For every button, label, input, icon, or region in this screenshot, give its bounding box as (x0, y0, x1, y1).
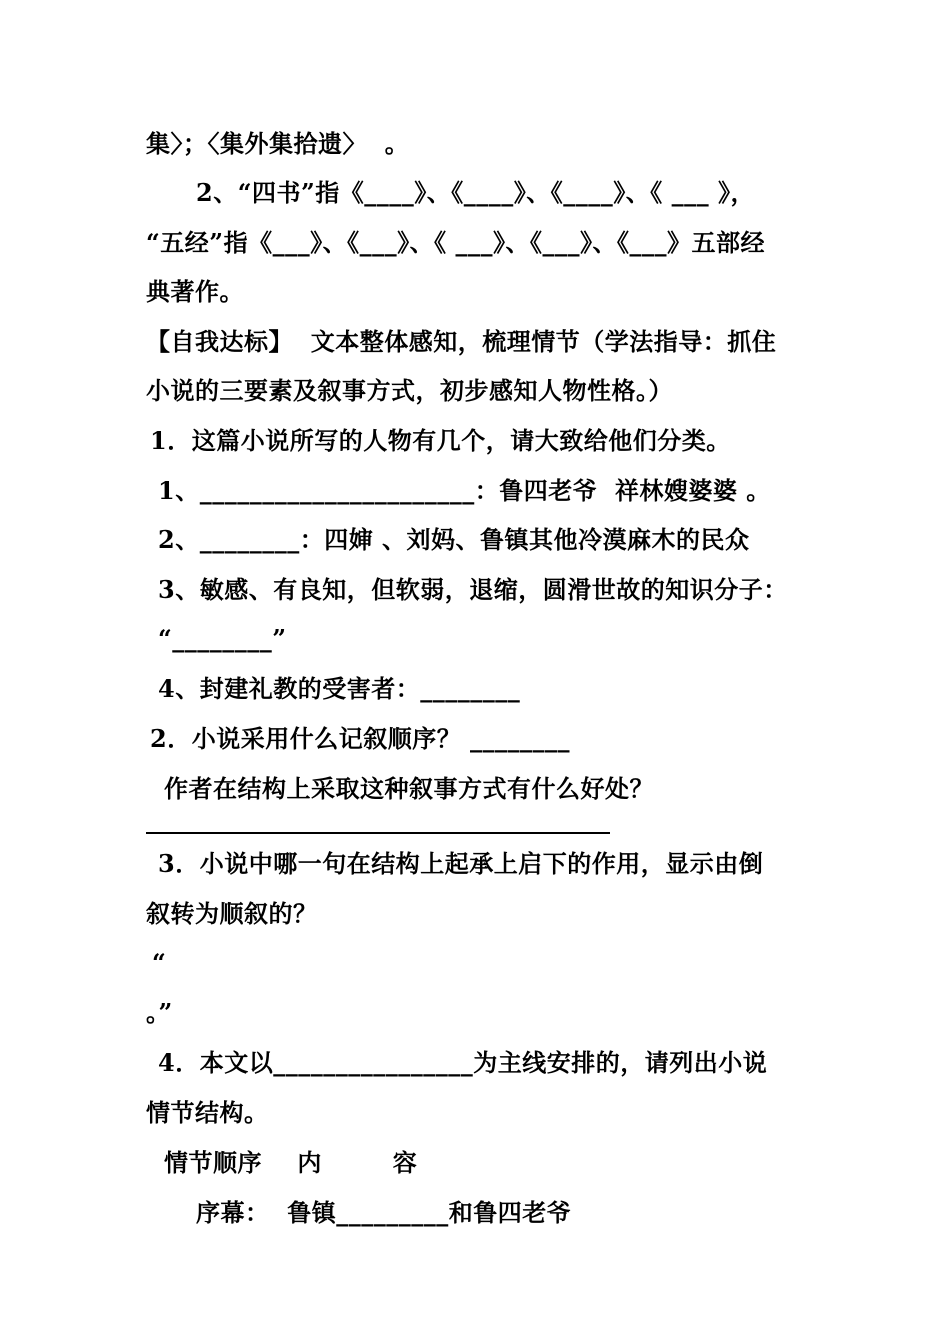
question-1-item-4: 4、封建礼教的受害者：________ (158, 674, 521, 703)
question-1-item-2: 2、________：四婶 、刘妈、鲁镇其他冷漠麻木的民众 (158, 525, 750, 554)
question-4: 4．本文以________________为主线安排的，请列出小说 (158, 1048, 768, 1077)
close-quote: 。” (146, 998, 173, 1027)
text-line-4: 典著作。 (146, 277, 244, 306)
question-1-item-3-blank: “________” (158, 624, 287, 653)
text-line-20: 情节结构。 (146, 1098, 269, 1127)
plot-table-row-prologue: 序幕： 鲁镇_________和鲁四老爷 (196, 1198, 572, 1227)
question-1-item-3: 3、敏感、有良知，但软弱，退缩，圆滑世故的知识分子： (158, 575, 788, 604)
question-2: 2．小说采用什么记叙顺序？ ________ (150, 724, 571, 753)
text-line-6: 小说的三要素及叙事方式，初步感知人物性格。） (146, 376, 673, 405)
plot-table-header: 情节顺序 内 容 (164, 1148, 418, 1177)
text-line-1: 集〉；〈集外集拾遗〉 。 (146, 129, 410, 158)
text-line-16: 叙转为顺叙的？ (146, 899, 318, 928)
open-quote: “ (152, 948, 167, 977)
question-3: 3．小说中哪一句在结构上起承上启下的作用，显示由倒 (158, 849, 764, 878)
question-1: 1．这篇小说所写的人物有几个，请大致给他们分类。 (150, 426, 731, 455)
question-2-followup: 作者在结构上采取这种叙事方式有什么好处？ (164, 774, 654, 803)
question-1-item-1: 1、______________________：鲁四老爷 祥林嫂婆婆 。 (158, 476, 771, 505)
section-heading-self-check: 【自我达标】 文本整体感知，梳理情节（学法指导：抓住 (146, 327, 777, 356)
text-line-2: 2、“四书”指《____》、《____》、《____》、《 ___ 》， (196, 178, 756, 207)
text-line-3: “五经”指《___》、《___》、《 ___》、《___》、《___》五部经 (146, 228, 765, 257)
answer-rule (146, 832, 610, 834)
